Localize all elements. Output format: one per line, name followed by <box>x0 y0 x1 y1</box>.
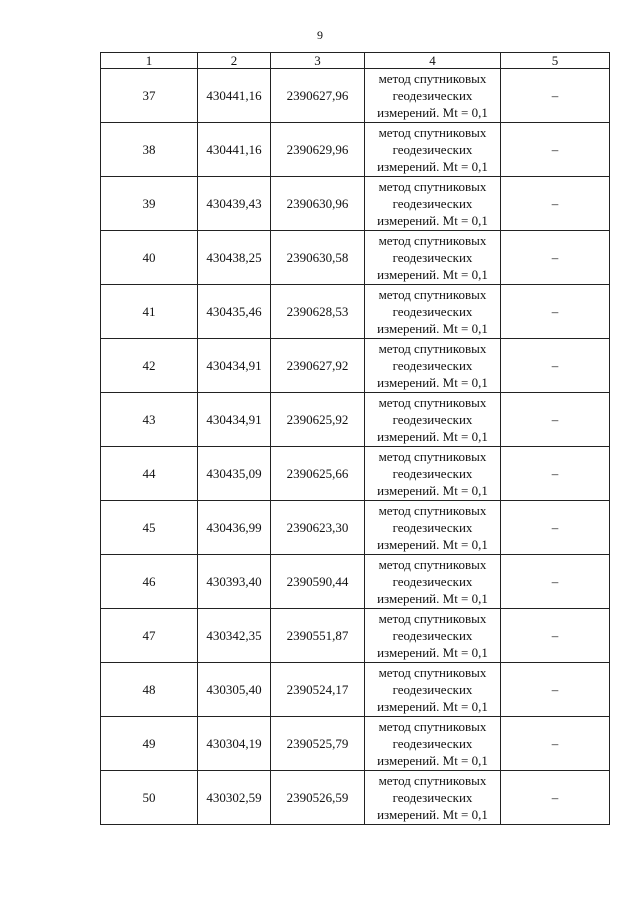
method-line-3: измерений. Mt = 0,1 <box>377 375 488 390</box>
description-cell: – <box>501 555 610 609</box>
header-col-5: 5 <box>501 53 610 69</box>
point-number-cell: 43 <box>101 393 198 447</box>
method-line-2: геодезических <box>392 682 473 697</box>
description-cell: – <box>501 393 610 447</box>
x-coordinate-cell: 430302,59 <box>198 771 271 825</box>
x-coordinate-cell: 430434,91 <box>198 339 271 393</box>
description-cell: – <box>501 663 610 717</box>
header-col-4: 4 <box>365 53 501 69</box>
method-cell <box>365 285 501 339</box>
point-number-cell: 48 <box>101 663 198 717</box>
point-number-cell: 39 <box>101 177 198 231</box>
method-line-1: метод спутниковых <box>378 557 487 572</box>
method-cell <box>365 123 501 177</box>
method-line-2: геодезических <box>392 790 473 805</box>
method-line-1: метод спутниковых <box>378 665 487 680</box>
point-number-cell: 38 <box>101 123 198 177</box>
method-line-2: геодезических <box>392 736 473 751</box>
method-line-2: геодезических <box>392 520 473 535</box>
method-line-1: метод спутниковых <box>378 179 487 194</box>
y-coordinate-cell: 2390630,58 <box>271 231 365 285</box>
description-cell: – <box>501 339 610 393</box>
y-coordinate-cell: 2390627,96 <box>271 69 365 123</box>
method-cell <box>365 447 501 501</box>
point-number-cell: 37 <box>101 69 198 123</box>
description-cell: – <box>501 501 610 555</box>
table-row <box>101 393 610 447</box>
method-line-3: измерений. Mt = 0,1 <box>377 807 488 822</box>
header-col-1: 1 <box>101 53 198 69</box>
x-coordinate-cell: 430305,40 <box>198 663 271 717</box>
method-line-3: измерений. Mt = 0,1 <box>377 645 488 660</box>
header-col-2: 2 <box>198 53 271 69</box>
table-row <box>101 501 610 555</box>
method-line-2: геодезических <box>392 358 473 373</box>
y-coordinate-cell: 2390627,92 <box>271 339 365 393</box>
method-line-2: геодезических <box>392 88 473 103</box>
coordinates-table <box>100 52 610 825</box>
y-coordinate-cell: 2390525,79 <box>271 717 365 771</box>
method-line-1: метод спутниковых <box>378 611 487 626</box>
table-row <box>101 555 610 609</box>
method-cell <box>365 609 501 663</box>
table-row <box>101 717 610 771</box>
method-line-3: измерений. Mt = 0,1 <box>377 753 488 768</box>
method-line-2: геодезических <box>392 574 473 589</box>
point-number-cell: 40 <box>101 231 198 285</box>
table-row <box>101 771 610 825</box>
method-line-1: метод спутниковых <box>378 719 487 734</box>
x-coordinate-cell: 430393,40 <box>198 555 271 609</box>
method-line-3: измерений. Mt = 0,1 <box>377 267 488 282</box>
point-number-cell: 41 <box>101 285 198 339</box>
method-line-1: метод спутниковых <box>378 125 487 140</box>
y-coordinate-cell: 2390551,87 <box>271 609 365 663</box>
method-line-1: метод спутниковых <box>378 233 487 248</box>
point-number-cell: 45 <box>101 501 198 555</box>
method-cell <box>365 663 501 717</box>
method-cell <box>365 231 501 285</box>
method-line-1: метод спутниковых <box>378 395 487 410</box>
method-line-2: геодезических <box>392 466 473 481</box>
description-cell: – <box>501 177 610 231</box>
header-row <box>101 53 610 69</box>
y-coordinate-cell: 2390629,96 <box>271 123 365 177</box>
method-line-3: измерений. Mt = 0,1 <box>377 105 488 120</box>
table-row <box>101 177 610 231</box>
y-coordinate-cell: 2390630,96 <box>271 177 365 231</box>
description-cell: – <box>501 609 610 663</box>
method-cell <box>365 717 501 771</box>
description-cell: – <box>501 717 610 771</box>
point-number-cell: 42 <box>101 339 198 393</box>
description-cell: – <box>501 69 610 123</box>
point-number-cell: 47 <box>101 609 198 663</box>
method-line-2: геодезических <box>392 196 473 211</box>
description-cell: – <box>501 771 610 825</box>
method-line-2: геодезических <box>392 250 473 265</box>
method-cell <box>365 393 501 447</box>
y-coordinate-cell: 2390590,44 <box>271 555 365 609</box>
point-number-cell: 44 <box>101 447 198 501</box>
header-col-3: 3 <box>271 53 365 69</box>
point-number-cell: 49 <box>101 717 198 771</box>
point-number-cell: 46 <box>101 555 198 609</box>
method-line-1: метод спутниковых <box>378 341 487 356</box>
method-line-3: измерений. Mt = 0,1 <box>377 213 488 228</box>
table-row <box>101 123 610 177</box>
method-line-2: геодезических <box>392 142 473 157</box>
method-line-1: метод спутниковых <box>378 287 487 302</box>
y-coordinate-cell: 2390625,66 <box>271 447 365 501</box>
table-body <box>101 69 610 825</box>
x-coordinate-cell: 430441,16 <box>198 123 271 177</box>
method-line-2: геодезических <box>392 628 473 643</box>
y-coordinate-cell: 2390628,53 <box>271 285 365 339</box>
method-line-2: геодезических <box>392 412 473 427</box>
method-cell <box>365 501 501 555</box>
table-row <box>101 447 610 501</box>
method-line-3: измерений. Mt = 0,1 <box>377 429 488 444</box>
table-row <box>101 663 610 717</box>
method-line-1: метод спутниковых <box>378 71 487 86</box>
x-coordinate-cell: 430435,09 <box>198 447 271 501</box>
y-coordinate-cell: 2390625,92 <box>271 393 365 447</box>
x-coordinate-cell: 430438,25 <box>198 231 271 285</box>
x-coordinate-cell: 430342,35 <box>198 609 271 663</box>
method-cell <box>365 339 501 393</box>
x-coordinate-cell: 430304,19 <box>198 717 271 771</box>
method-line-3: измерений. Mt = 0,1 <box>377 483 488 498</box>
y-coordinate-cell: 2390526,59 <box>271 771 365 825</box>
method-cell <box>365 177 501 231</box>
table-row <box>101 609 610 663</box>
method-cell <box>365 771 501 825</box>
table-row <box>101 285 610 339</box>
x-coordinate-cell: 430435,46 <box>198 285 271 339</box>
method-line-3: измерений. Mt = 0,1 <box>377 159 488 174</box>
method-line-1: метод спутниковых <box>378 449 487 464</box>
table-row <box>101 339 610 393</box>
table-header <box>101 53 610 69</box>
y-coordinate-cell: 2390524,17 <box>271 663 365 717</box>
method-cell <box>365 69 501 123</box>
x-coordinate-cell: 430436,99 <box>198 501 271 555</box>
table-row <box>101 69 610 123</box>
page-number: 9 <box>317 28 323 42</box>
method-line-2: геодезических <box>392 304 473 319</box>
method-line-3: измерений. Mt = 0,1 <box>377 591 488 606</box>
x-coordinate-cell: 430441,16 <box>198 69 271 123</box>
x-coordinate-cell: 430434,91 <box>198 393 271 447</box>
method-line-1: метод спутниковых <box>378 773 487 788</box>
method-line-3: измерений. Mt = 0,1 <box>377 537 488 552</box>
method-line-3: измерений. Mt = 0,1 <box>377 321 488 336</box>
method-cell <box>365 555 501 609</box>
description-cell: – <box>501 123 610 177</box>
y-coordinate-cell: 2390623,30 <box>271 501 365 555</box>
table-row <box>101 231 610 285</box>
description-cell: – <box>501 231 610 285</box>
description-cell: – <box>501 447 610 501</box>
description-cell: – <box>501 285 610 339</box>
x-coordinate-cell: 430439,43 <box>198 177 271 231</box>
point-number-cell: 50 <box>101 771 198 825</box>
method-line-1: метод спутниковых <box>378 503 487 518</box>
method-line-3: измерений. Mt = 0,1 <box>377 699 488 714</box>
